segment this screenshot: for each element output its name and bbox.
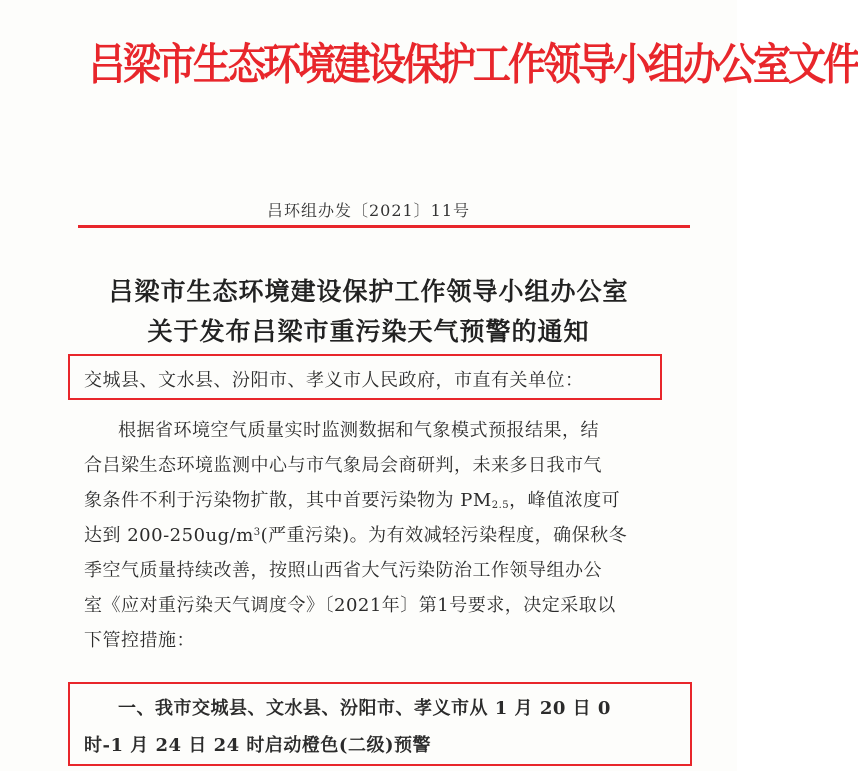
notice-title-line-2: 关于发布吕梁市重污染天气预警的通知 xyxy=(147,317,590,346)
paragraph-1-line-5: 季空气质量持续改善，按照山西省大气污染防治工作领导组办公 xyxy=(84,560,602,581)
paragraph-1-line-1: 根据省环境空气质量实时监测数据和气象模式预报结果，结 xyxy=(118,420,599,441)
notice-title-line-1: 吕梁市生态环境建设保护工作领导小组办公室 xyxy=(108,277,629,306)
paragraph-1-line-3 xyxy=(84,486,620,512)
addressees-line: 交城县、文水县、汾阳市、孝义市人民政府，市直有关单位： xyxy=(84,370,584,391)
unit-superscript: 3 xyxy=(253,527,261,538)
paragraph-1-line-4 xyxy=(84,521,627,547)
paragraph-1-line-7: 下管控措施： xyxy=(84,630,195,651)
paragraph-1-line-2: 合吕梁生态环境监测中心与市气象局会商研判，未来多日我市气 xyxy=(84,455,602,476)
document-number: 吕环组办发〔2021〕11号 xyxy=(266,201,471,220)
measure-1-line-1: 一、我市交城县、文水县、汾阳市、孝义市从 1 月 20 日 0 xyxy=(118,698,611,719)
pm-subscript: 2.5 xyxy=(491,500,510,511)
paragraph-1-line-4-text-b: (严重污染)。为有效减轻污染程度，确保秋冬 xyxy=(260,525,628,546)
paragraph-1-line-6: 室《应对重污染天气调度令》〔2021年〕第1号要求，决定采取以 xyxy=(84,595,616,616)
issuer-title: 吕梁市生态环境建设保护工作领导小组办公室文件 xyxy=(88,38,858,90)
red-divider xyxy=(78,225,690,228)
paragraph-1-line-3-text-b: ，峰值浓度可 xyxy=(509,490,621,511)
measure-1-line-2: 时-1 月 24 日 24 时启动橙色(二级)预警 xyxy=(84,735,431,756)
paragraph-1-line-3-text-a: 象条件不利于污染物扩散，其中首要污染物为 PM xyxy=(84,490,492,511)
paragraph-1-line-4-text-a: 达到 200-250ug/m xyxy=(84,525,254,546)
